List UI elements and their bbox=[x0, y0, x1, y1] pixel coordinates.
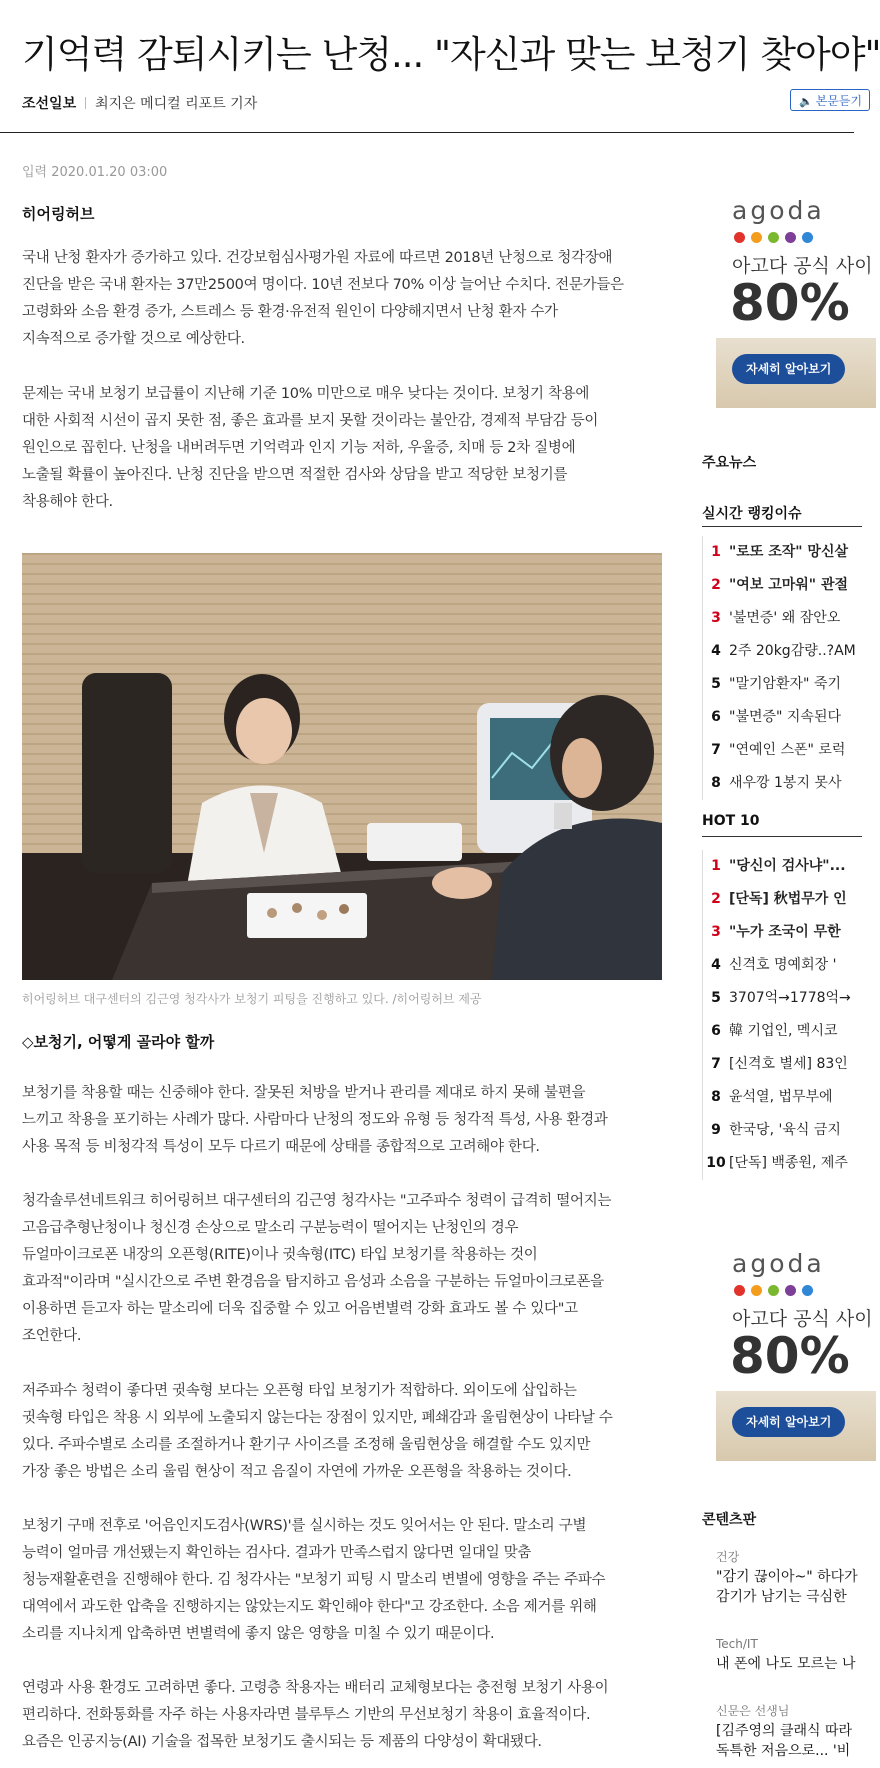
hot10-item[interactable] bbox=[703, 949, 863, 982]
paragraph-line: 듀얼마이크로폰 내장의 오픈형(RITE)이나 귓속형(ITC) 타입 보청기를 착용하는 것이 bbox=[22, 1247, 538, 1263]
article-paragraph-3 bbox=[22, 1080, 662, 1161]
ranking-list bbox=[702, 536, 863, 800]
ranking-item[interactable] bbox=[703, 569, 863, 602]
paragraph-line: 대한 사회적 시선이 곱지 못한 점, 좋은 효과를 보지 못할 것이라는 불안감, 경제적 부담감 등이 bbox=[22, 413, 599, 429]
paragraph-line: 청능재활훈련을 진행해야 한다. 김 청각사는 "보청기 피팅 시 말소리 변별에 영향을 주는 주파수 bbox=[22, 1572, 606, 1588]
paragraph-line: 보청기 구매 전후로 '어음인지도검사(WRS)'를 실시하는 것도 잊어서는 안 된다. 말소리 구별 bbox=[22, 1518, 587, 1534]
listen-label: 본문듣기 bbox=[815, 94, 863, 108]
hot10-rank: 6 bbox=[711, 1023, 721, 1039]
paragraph-line: 능력이 얼마큼 개선됐는지 확인하는 검사다. 결과가 만족스럽지 않다면 일대일 맞춤 bbox=[22, 1545, 532, 1561]
agoda-logo-dots bbox=[734, 228, 819, 247]
hot10-headline[interactable]: 韓 기업인, 멕시코 bbox=[729, 1023, 838, 1039]
ad-discount: 80% bbox=[730, 274, 850, 332]
ranking-headline[interactable]: '불면증' 왜 잠안오 bbox=[729, 610, 841, 626]
speaker-icon: 🔈 bbox=[799, 95, 813, 108]
article-paragraph-6 bbox=[22, 1513, 662, 1648]
logo-dot bbox=[734, 1285, 745, 1296]
hot10-headline[interactable]: [신격호 별세] 83인 bbox=[729, 1056, 848, 1072]
hot10-rank: 10 bbox=[706, 1155, 726, 1171]
hot10-headline[interactable]: 한국당, '육식 금지 bbox=[729, 1122, 841, 1138]
logo-dot bbox=[802, 1285, 813, 1296]
ranking-headline[interactable]: "연예인 스폰" 로럭 bbox=[729, 742, 846, 758]
hot10-item[interactable] bbox=[703, 982, 863, 1015]
logo-dot bbox=[785, 1285, 796, 1296]
content-title-line[interactable]: "감기 끊이아~" 하다가 bbox=[716, 1569, 858, 1585]
sponsor-label: 히어링허브 bbox=[22, 205, 95, 223]
paragraph-line: 느끼고 착용을 포기하는 사례가 많다. 사람마다 난청의 정도와 유형 등 청각적 특성, 사용 환경과 bbox=[22, 1112, 608, 1128]
paragraph-line: 원인으로 꼽힌다. 난청을 내버려두면 기억력과 인지 기능 저하, 우울증, 치매 등 2차 질병에 bbox=[22, 440, 576, 456]
agoda-ad-top[interactable] bbox=[716, 188, 876, 408]
ranking-headline[interactable]: "말기암환자" 죽기 bbox=[729, 676, 841, 692]
ranking-item[interactable] bbox=[703, 536, 863, 569]
ad-tagline: 아고다 공식 사이 bbox=[732, 1308, 873, 1330]
ranking-headline[interactable]: "불면증" 지속된다 bbox=[729, 709, 841, 725]
paragraph-line: 가장 좋은 방법은 소리 울림 현상이 적고 음질이 자연에 가까운 오픈형을 착용하는 것이다. bbox=[22, 1464, 572, 1480]
hot10-item[interactable] bbox=[703, 916, 863, 949]
hot10-divider bbox=[702, 836, 862, 837]
hot10-headline[interactable]: [단독] 백종원, 제주 bbox=[729, 1155, 848, 1171]
ranking-item[interactable] bbox=[703, 635, 863, 668]
author-name[interactable]: 최지은 메디컬 리포트 기자 bbox=[95, 96, 258, 112]
paragraph-line: 진단을 받은 국내 환자는 37만2500여 명이다. 10년 전보다 70% 이상 늘어난 수치다. 전문가들은 bbox=[22, 277, 624, 293]
ranking-divider bbox=[702, 526, 862, 527]
ranking-item[interactable] bbox=[703, 602, 863, 635]
hot10-item[interactable] bbox=[703, 883, 863, 916]
ranking-rank: 6 bbox=[711, 709, 721, 725]
main-news-title[interactable]: 주요뉴스 bbox=[702, 455, 757, 471]
paragraph-line: 노출될 확률이 높아진다. 난청 진단을 받으면 적절한 검사와 상담을 받고 적당한 보청기를 bbox=[22, 467, 568, 483]
hot10-item[interactable] bbox=[703, 850, 863, 883]
ranking-title: 실시간 랭킹이슈 bbox=[702, 506, 802, 522]
paragraph-line: 편리하다. 전화통화를 자주 하는 사용자라면 블루투스 기반의 무선보청기 착용이 효율적이다. bbox=[22, 1707, 591, 1723]
ranking-rank: 5 bbox=[711, 676, 721, 692]
ranking-item[interactable] bbox=[703, 701, 863, 734]
paragraph-line: 대역에서 과도한 압축을 진행하지는 않았는지도 확인해야 한다"고 강조한다. 소음 제거를 위해 bbox=[22, 1599, 597, 1615]
hot10-headline[interactable]: 윤석열, 법무부에 bbox=[729, 1089, 833, 1105]
article-paragraph-1 bbox=[22, 245, 662, 353]
ranking-headline[interactable]: 새우깡 1봉지 못사 bbox=[729, 775, 842, 791]
paragraph-line: 사용 목적 등 비청각적 특성이 모두 다르기 때문에 상태를 종합적으로 고려해야 한다. bbox=[22, 1139, 540, 1155]
section-heading: ◇보청기, 어떻게 골라야 할까 bbox=[22, 1033, 215, 1051]
hot10-headline[interactable]: 3707억→1778억→ bbox=[729, 990, 851, 1006]
ranking-rank: 7 bbox=[711, 742, 721, 758]
ranking-rank: 2 bbox=[711, 577, 721, 593]
paragraph-line: 보청기를 착용할 때는 신중해야 한다. 잘못된 처방을 받거나 관리를 제대로 하지 못해 불편을 bbox=[22, 1085, 586, 1101]
agoda-logo: agoda bbox=[732, 196, 825, 225]
hot10-item[interactable] bbox=[703, 1114, 863, 1147]
meta-divider bbox=[85, 97, 86, 109]
logo-dot bbox=[734, 232, 745, 243]
hot10-item[interactable] bbox=[703, 1147, 863, 1180]
source-name[interactable]: 조선일보 bbox=[22, 96, 77, 112]
agoda-logo-dots bbox=[734, 1281, 819, 1300]
header-divider bbox=[0, 132, 854, 133]
listen-article-button[interactable] bbox=[790, 89, 870, 111]
photo-caption: 히어링허브 대구센터의 김근영 청각사가 보청기 피팅을 진행하고 있다. /히어링허브 제공 bbox=[22, 992, 482, 1006]
hot10-headline[interactable]: "당신이 검사냐"... bbox=[729, 858, 846, 874]
content-title-line[interactable]: 내 폰에 나도 모르는 나 bbox=[716, 1656, 856, 1672]
content-item-tech[interactable] bbox=[716, 1634, 866, 1674]
ranking-rank: 8 bbox=[711, 775, 721, 791]
ranking-headline[interactable]: "여보 고마워" 관절 bbox=[729, 577, 849, 593]
paragraph-line: 저주파수 청력이 좋다면 귓속형 보다는 오픈형 타입 보청기가 적합하다. 외이도에 삽입하는 bbox=[22, 1383, 577, 1399]
hot10-item[interactable] bbox=[703, 1081, 863, 1114]
logo-dot bbox=[768, 232, 779, 243]
ranking-rank: 4 bbox=[711, 643, 721, 659]
paragraph-line: 고음급추형난청이나 청신경 손상으로 말소리 구분능력이 떨어지는 난청인의 경우 bbox=[22, 1220, 519, 1236]
ranking-item[interactable] bbox=[703, 734, 863, 767]
hot10-rank: 2 bbox=[711, 891, 721, 907]
ranking-item[interactable] bbox=[703, 767, 863, 800]
paragraph-line: 이용하면 듣고자 하는 말소리에 더욱 집중할 수 있고 어음변별력 강화 효과도 볼 수 있다"고 bbox=[22, 1301, 578, 1317]
paragraph-line: 귓속형 타입은 착용 시 외부에 노출되지 않는다는 장점이 있지만, 폐쇄감과 울림현상이 나타날 수 bbox=[22, 1410, 613, 1426]
logo-dot bbox=[785, 232, 796, 243]
paragraph-line: 청각솔루션네트워크 히어링허브 대구센터의 김근영 청각사는 "고주파수 청력이 급격히 떨어지는 bbox=[22, 1193, 612, 1209]
ranking-headline[interactable]: "로또 조작" 망신살 bbox=[729, 544, 849, 560]
publish-date: 입력 2020.01.20 03:00 bbox=[22, 165, 168, 180]
logo-dot bbox=[768, 1285, 779, 1296]
ad-tagline: 아고다 공식 사이 bbox=[732, 255, 873, 277]
hot10-rank: 9 bbox=[711, 1122, 721, 1138]
content-category: 신문은 선생님 bbox=[716, 1704, 790, 1718]
paragraph-line: 효과적"이라며 "실시간으로 주변 환경음을 탐지하고 음성과 소음을 구분하는 듀얼마이크로폰을 bbox=[22, 1274, 604, 1290]
content-title-line[interactable]: 독특한 저음으로... '비 bbox=[716, 1743, 851, 1759]
paragraph-line: 소리를 지나치게 압축하면 변별력에 좋지 않은 영향을 미칠 수 있기 때문이다. bbox=[22, 1626, 495, 1642]
ad-discount: 80% bbox=[730, 1327, 850, 1385]
fitting-session-illustration bbox=[22, 553, 662, 980]
hot10-headline[interactable]: 신격호 명예회장 ' bbox=[729, 957, 837, 973]
logo-dot bbox=[751, 232, 762, 243]
agoda-ad-bottom[interactable] bbox=[716, 1241, 876, 1461]
paragraph-line: 착용해야 한다. bbox=[22, 494, 113, 510]
article-paragraph-4 bbox=[22, 1188, 662, 1350]
hot10-rank: 5 bbox=[711, 990, 721, 1006]
paragraph-line: 조언한다. bbox=[22, 1328, 82, 1344]
logo-dot bbox=[802, 232, 813, 243]
paragraph-line: 지속적으로 증가할 것으로 예상한다. bbox=[22, 331, 245, 347]
content-category: 건강 bbox=[716, 1550, 740, 1564]
article-headline: 기억력 감퇴시키는 난청... "자신과 맞는 보청기 찾아야" bbox=[22, 33, 880, 76]
hot10-item[interactable] bbox=[703, 1015, 863, 1048]
ranking-headline[interactable]: 2주 20kg감량..?AM bbox=[729, 643, 856, 659]
hot10-rank: 1 bbox=[711, 858, 721, 874]
content-item-teacher[interactable] bbox=[716, 1701, 866, 1761]
hot10-item[interactable] bbox=[703, 1048, 863, 1081]
paragraph-line: 문제는 국내 보청기 보급률이 지난해 기준 10% 미만으로 매우 낮다는 것이다. 보청기 착용에 bbox=[22, 386, 590, 402]
paragraph-line: 고령화와 소음 환경 증가, 스트레스 등 환경·유전적 원인이 다양해지면서 난청 환자 수가 bbox=[22, 304, 558, 320]
content-title-line[interactable]: 감기가 남기는 극심한 bbox=[716, 1589, 847, 1605]
hot10-rank: 7 bbox=[711, 1056, 721, 1072]
article-paragraph-7 bbox=[22, 1675, 662, 1756]
logo-dot bbox=[751, 1285, 762, 1296]
hot10-headline[interactable]: "누가 조국이 무한 bbox=[729, 924, 841, 940]
content-title-line[interactable]: [김주영의 클래식 따라 bbox=[716, 1723, 853, 1739]
hot10-headline[interactable]: [단독] 秋법무가 인 bbox=[729, 891, 847, 907]
article-paragraph-2 bbox=[22, 381, 662, 516]
hot10-list bbox=[702, 850, 863, 1180]
article-photo bbox=[22, 553, 662, 980]
ranking-rank: 3 bbox=[711, 610, 721, 626]
hot10-rank: 8 bbox=[711, 1089, 721, 1105]
paragraph-line: 연령과 사용 환경도 고려하면 좋다. 고령층 착용자는 배터리 교체형보다는 충전형 보청기 사용이 bbox=[22, 1680, 609, 1696]
ad-cta-button[interactable]: 자세히 알아보기 bbox=[732, 1407, 845, 1437]
paragraph-line: 요즘은 인공지능(AI) 기술을 접목한 보청기도 출시되는 등 제품의 다양성이 확대됐다. bbox=[22, 1734, 542, 1750]
agoda-logo: agoda bbox=[732, 1249, 825, 1278]
ranking-item[interactable] bbox=[703, 668, 863, 701]
hot10-rank: 3 bbox=[711, 924, 721, 940]
article-paragraph-5 bbox=[22, 1378, 662, 1486]
content-category: Tech/IT bbox=[716, 1637, 758, 1651]
contents-title: 콘텐츠판 bbox=[702, 1512, 757, 1528]
ad-cta-button[interactable]: 자세히 알아보기 bbox=[732, 354, 845, 384]
hot10-rank: 4 bbox=[711, 957, 721, 973]
content-item-health[interactable] bbox=[716, 1547, 866, 1607]
ranking-rank: 1 bbox=[711, 544, 721, 560]
hot10-title: HOT 10 bbox=[702, 813, 760, 829]
paragraph-line: 있다. 주파수별로 소리를 조절하거나 환기구 사이즈를 조정해 울림현상을 해결할 수도 있지만 bbox=[22, 1437, 591, 1453]
article-meta bbox=[22, 93, 257, 113]
paragraph-line: 국내 난청 환자가 증가하고 있다. 건강보험심사평가원 자료에 따르면 2018년 난청으로 청각장애 bbox=[22, 250, 613, 266]
